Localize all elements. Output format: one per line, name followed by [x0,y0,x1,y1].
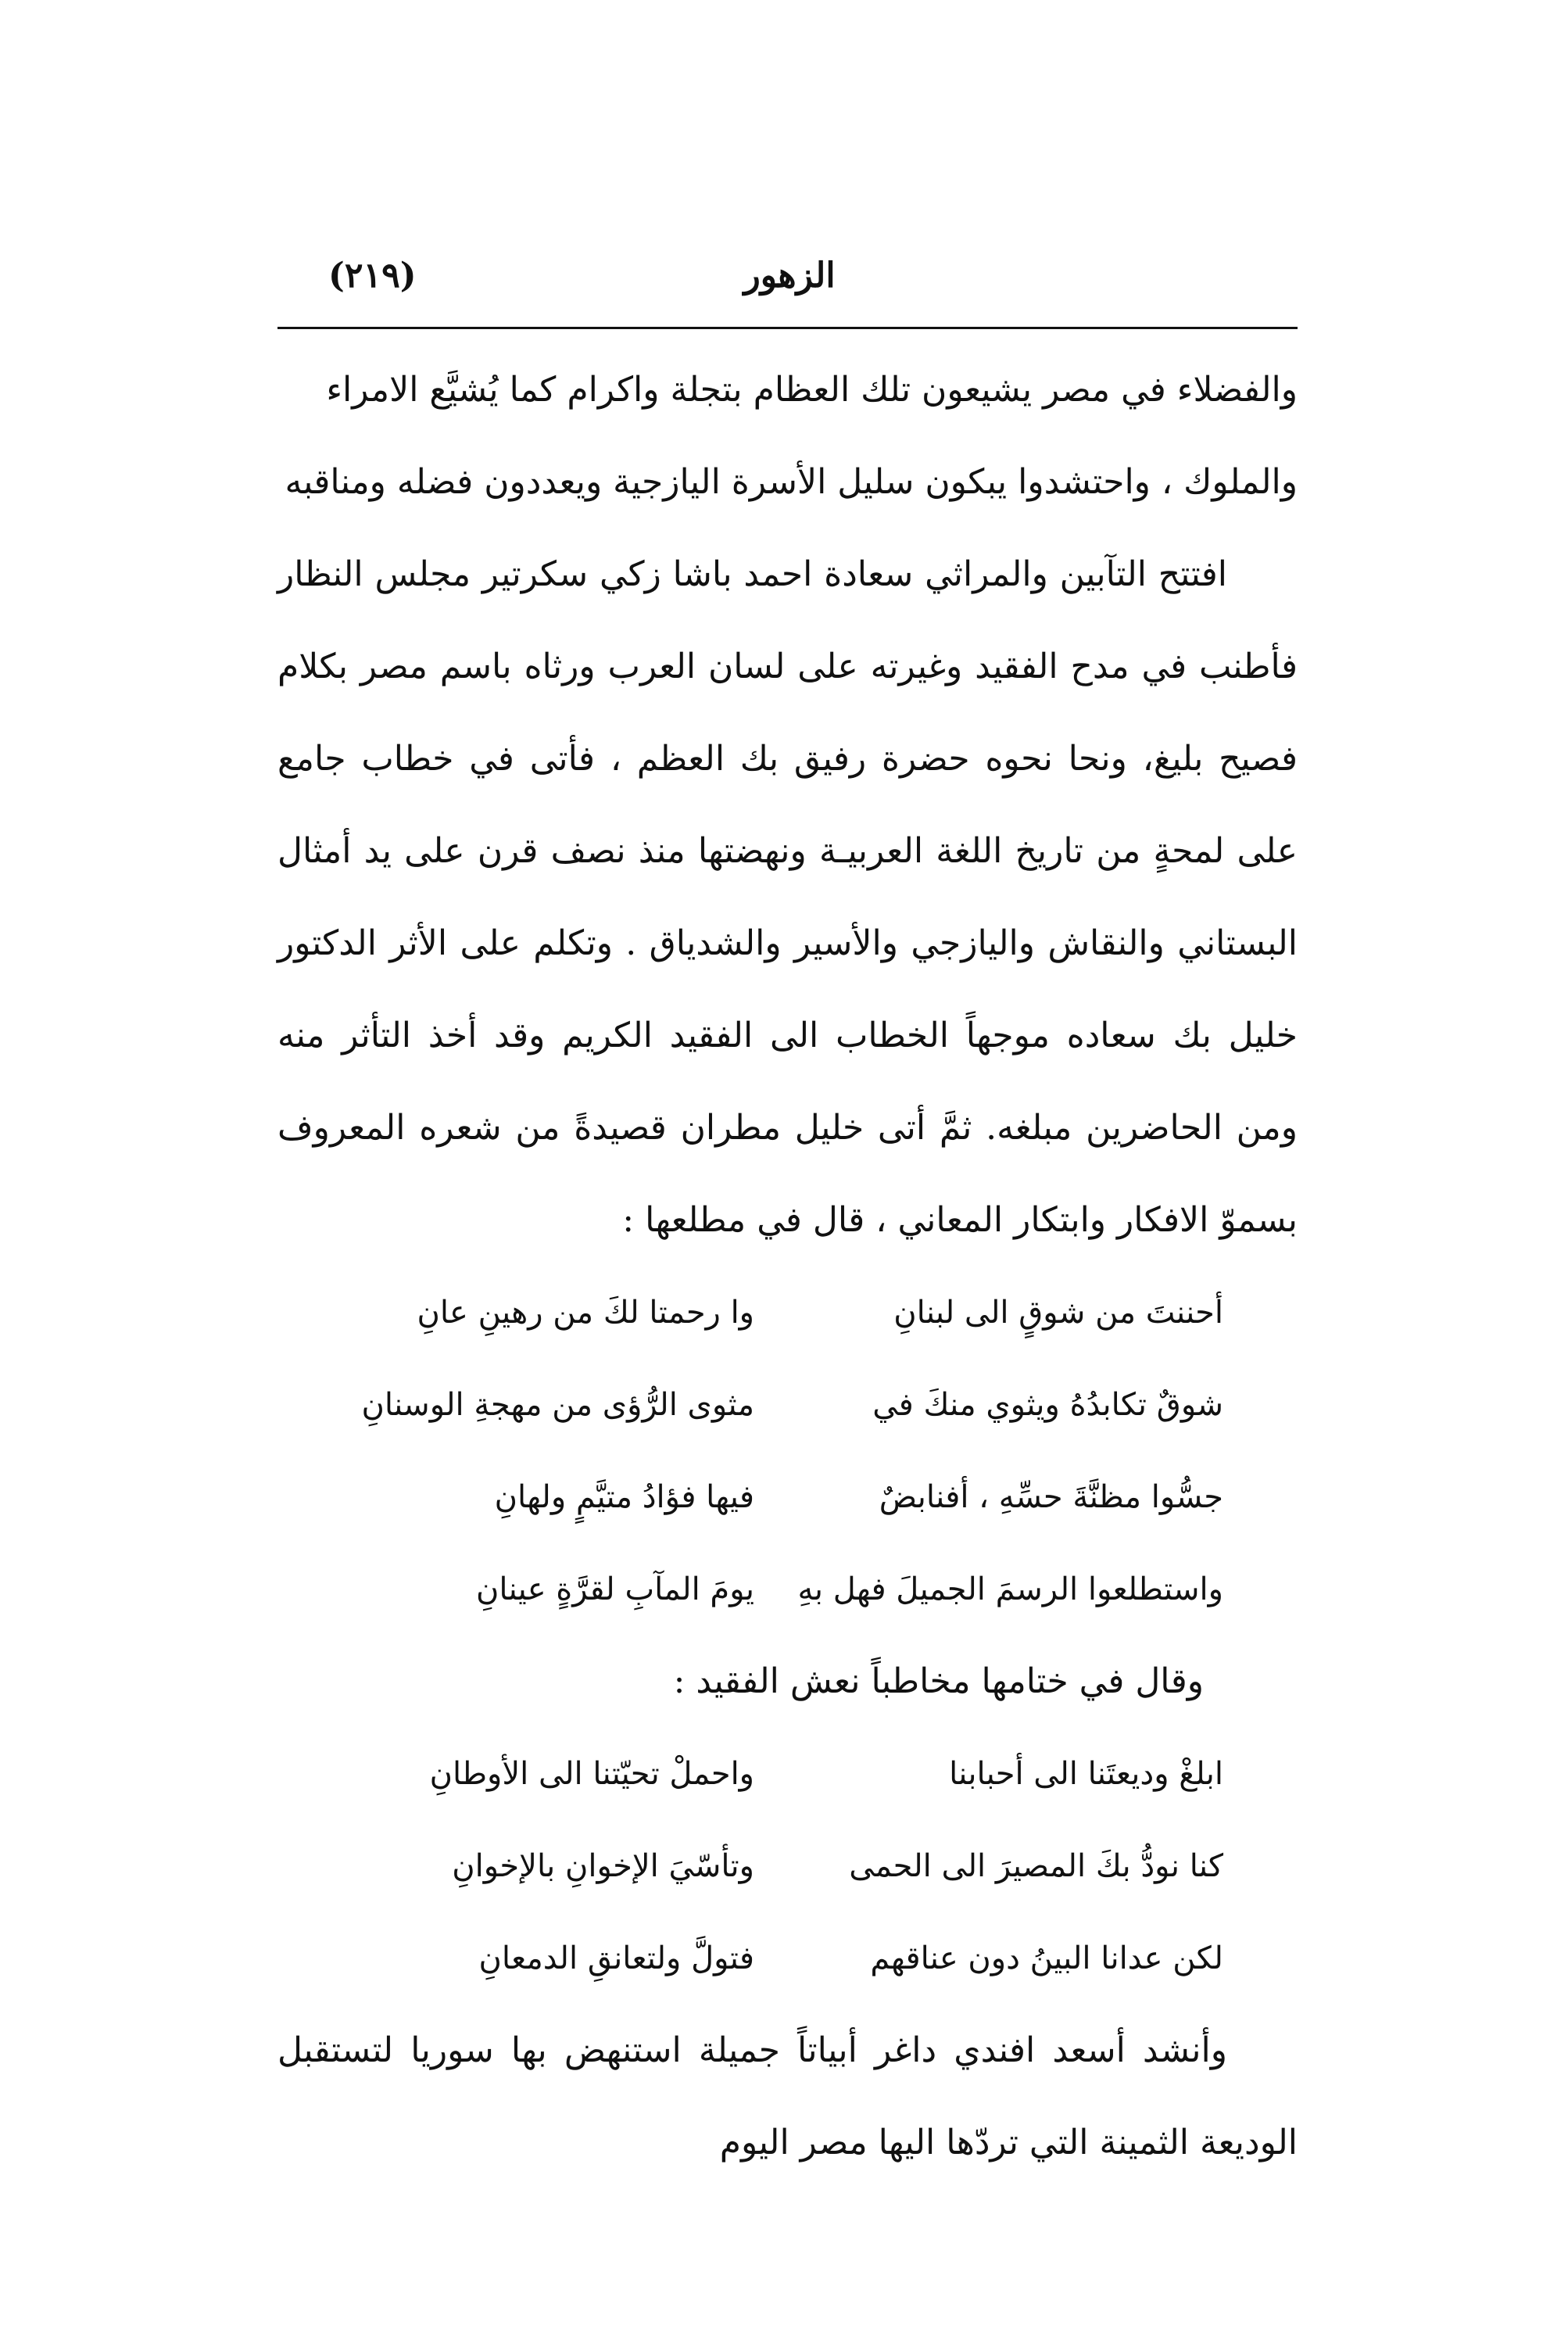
verse-second-hemistich: واحملْ تحيّتنا الى الأوطانِ [429,1756,754,1792]
verse-second-hemistich: وتأسّيَ الإخوانِ بالإخوانِ [452,1848,754,1884]
poem-closing-intro: وقال في ختامها مخاطباً نعش الفقيد : [673,1661,1204,1701]
verse-second-hemistich: يومَ المآبِ لقرَّةٍ عينانِ [476,1571,754,1607]
body-text [277,344,1298,2189]
poem-verse [348,1912,1223,2005]
verse-first-hemistich: كنا نودُّ بكَ المصيرَ الى الحمى [849,1848,1223,1884]
poem-verse [348,1728,1223,1820]
verse-first-hemistich: ابلغْ وديعتَنا الى أحبابنا [949,1756,1223,1792]
verse-second-hemistich: فيها فؤادُ متيَّمٍ ولهانِ [494,1479,754,1515]
paragraph-line: والملوك ، واحتشدوا يبكون سليل الأسرة اليازجية ويعددون فضله ومناقبه [285,462,1298,502]
page-number: (٢١٩) [328,256,417,296]
verse-second-hemistich: وا رحمتا لكَ من رهينِ عانِ [417,1295,754,1331]
header-rule [277,327,1298,329]
poem-verse [348,1543,1223,1636]
poem-closing [277,1728,1298,2005]
verse-first-hemistich: واستطلعوا الرسمَ الجميلَ فهل بهِ [797,1571,1223,1607]
poem-opening [277,1267,1298,1636]
verse-first-hemistich: أحننتَ من شوقٍ الى لبنانِ [893,1295,1223,1331]
verse-second-hemistich: فتولَّ ولتعانقِ الدمعانِ [478,1940,754,1976]
verse-first-hemistich: جسُّوا مظنَّةَ حسِّهِ ، أفنابضٌ [879,1479,1223,1515]
verse-first-hemistich: لكن عدانا البينُ دون عناقهم [870,1940,1223,1976]
paragraph-closing: وأنشد أسعد افندي داغر أبياتاً جميلة استنهض بها سوريا لتستقبل الوديعة الثمينة التي تردّها اليها مصر اليوم [277,2030,1298,2162]
poem-verse [348,1359,1223,1451]
verse-first-hemistich: شوقٌ تكابدُهُ ويثوي منكَ في [872,1387,1223,1423]
paragraph-obituaries: افتتح التآبين والمراثي سعادة احمد باشا زكي سكرتير مجلس النظار فأطنب في مدح الفقيد وغيرته على لسان العرب ورثاه باسم مصر بكلام فصيح بليغ، ونحا نحوه حضرة رفيق بك العظم ، فأتى في خطاب جامع على لمحةٍ من تاريخ اللغة العربيـة ونهضتها منذ نصف قرن على يد أمثال البستاني والنقاش واليازجي والأسير والشدياق . وتكلم على الأثر الدكتور خليل بك سعاده موجهاً الخطاب الى الفقيد الكريم وقد أخذ التأثر منه ومن الحاضرين مبلغه. ثمَّ أتى خليل مطران قصيدةً من شعره المعروف بسموّ الافكار وابتكار المعاني ، قال في مطلعها : [277,554,1298,1240]
poem-verse [348,1820,1223,1912]
running-title: الزهور [743,256,836,296]
poem-verse [348,1451,1223,1543]
paragraph-line: والفضلاء في مصر يشيعون تلك العظام بتجلة واكرام كما يُشيَّع الامراء [326,370,1298,410]
page-header [281,249,1298,303]
poem-verse [348,1267,1223,1359]
verse-second-hemistich: مثوى الرُّؤى من مهجةِ الوسنانِ [361,1387,754,1423]
